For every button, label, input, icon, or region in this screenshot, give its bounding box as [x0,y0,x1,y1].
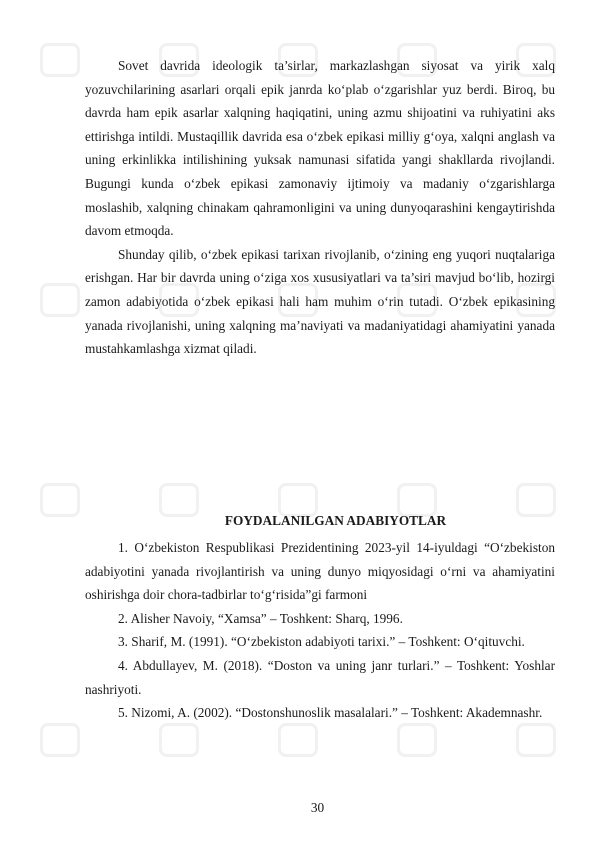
references-list [85,536,555,725]
watermark-logo-icon [516,483,556,517]
watermark-row [0,720,595,760]
page-number: 30 [310,800,325,815]
watermark-logo-icon [40,483,80,517]
watermark-logo-icon [516,723,556,757]
watermark-logo-icon [278,723,318,757]
reference-item: 2. Alisher Navoiy, “Xamsa” – Toshkent: Sharq, 1996. [118,610,403,626]
references-heading: FOYDALANILGAN ADABIYOTLAR [224,513,447,528]
reference-item: 3. Sharif, M. (1991). “O‘zbekiston adabiyoti tarixi.” – Toshkent: O‘qituvchi. [118,634,525,650]
body-text [85,54,555,361]
watermark-logo-icon [159,723,199,757]
watermark-logo-icon [159,483,199,517]
paragraph: Sovet davrida ideologik ta’sirlar, markazlashgan siyosat va yirik xalq yozuvchilarining asarlari orqali epik janrda ko‘plab o‘zgarishlar yuz berdi. Biroq, bu davrda ham epik asarlar xalqning haqiqatini, uning azmu shijoatini va ruhiyatini aks ettirishga intildi. Mustaqillik davrida esa o‘zbek epikasi milliy g‘oya, xalqni anglash va uning erkinlikka intilishining yuksak namunasi sifatida yangi shakllarda rivojlandi. Bugungi kunda o‘zbek epikasi zamonaviy ijtimoiy va madaniy o‘zgarishlarga moslashib, xalqning chinakam qahramonligini va uning dunyoqarashini kengaytirishda davom etmoqda. [85,58,555,239]
watermark-logo-icon [40,283,80,317]
reference-item: 5. Nizomi, A. (2002). “Dostonshunoslik masalalari.” – Toshkent: Akademnashr. [118,705,543,721]
watermark-logo-icon [397,483,437,517]
watermark-logo-icon [397,723,437,757]
watermark-logo-icon [40,43,80,77]
reference-item: 4. Abdullayev, M. (2018). “Doston va uning janr turlari.” – Toshkent: Yoshlar nashriyoti. [85,657,555,697]
reference-item: 1. O‘zbekiston Respublikasi Prezidentining 2023-yil 14-iyuldagi “O‘zbekiston adabiyotini yanada rivojlantirish va uning dunyo miqyosidagi o‘rni va ahamiyatini oshirishga doir chora-tadbirlar to‘g‘risida”gi farmoni [85,540,555,603]
paragraph: Shunday qilib, o‘zbek epikasi tarixan rivojlanib, o‘zining eng yuqori nuqtalariga erishgan. Har bir davrda uning o‘ziga xos xususiyatlari va ta’siri mavjud bo‘lib, hozirgi zamon adabiyotida o‘zbek epikasi hali ham muhim o‘rin tutadi. O‘zbek epikasining yanada rivojlanishi, uning xalqning ma’naviyati va madaniyatidagi ahamiyatini yanada mustahkamlashga xizmat qiladi. [85,246,555,357]
watermark-logo-icon [278,483,318,517]
watermark-logo-icon [40,723,80,757]
